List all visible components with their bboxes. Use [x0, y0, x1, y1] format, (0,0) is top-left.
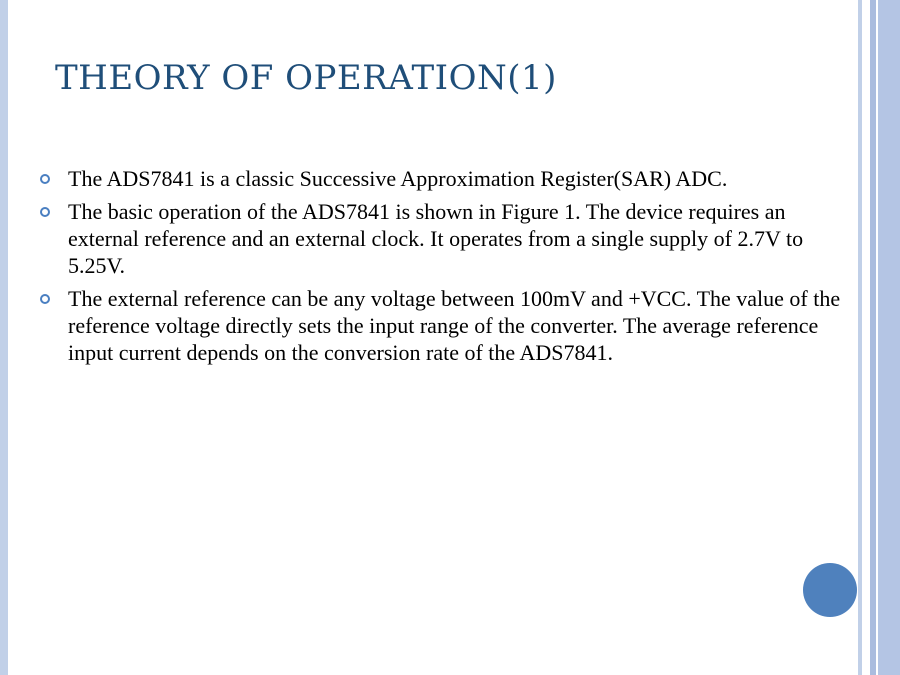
bullet-list — [40, 165, 850, 372]
bullet-text: The external reference can be any voltage between 100mV and +VCC. The value of the reference voltage directly sets the input range of the converter. The average reference input current depends on the conversion rate of the ADS7841. — [68, 286, 841, 365]
decorative-circle-icon — [803, 563, 857, 617]
bullet-text: The ADS7841 is a classic Successive Approximation Register(SAR) ADC. — [68, 166, 728, 191]
circle-bullet-icon — [40, 294, 50, 304]
bullet-text: The basic operation of the ADS7841 is shown in Figure 1. The device requires an external reference and an external clock. It operates from a single supply of 2.7V to 5.25V. — [68, 199, 804, 278]
bullet-item — [40, 198, 850, 279]
bullet-item — [40, 285, 850, 366]
left-decorative-stripe — [0, 0, 8, 675]
circle-bullet-icon — [40, 207, 50, 217]
slide-title: THEORY OF OPERATION(1) — [55, 58, 557, 98]
bullet-item — [40, 165, 850, 192]
circle-bullet-icon — [40, 174, 50, 184]
right-decorative-stripes — [858, 0, 900, 675]
